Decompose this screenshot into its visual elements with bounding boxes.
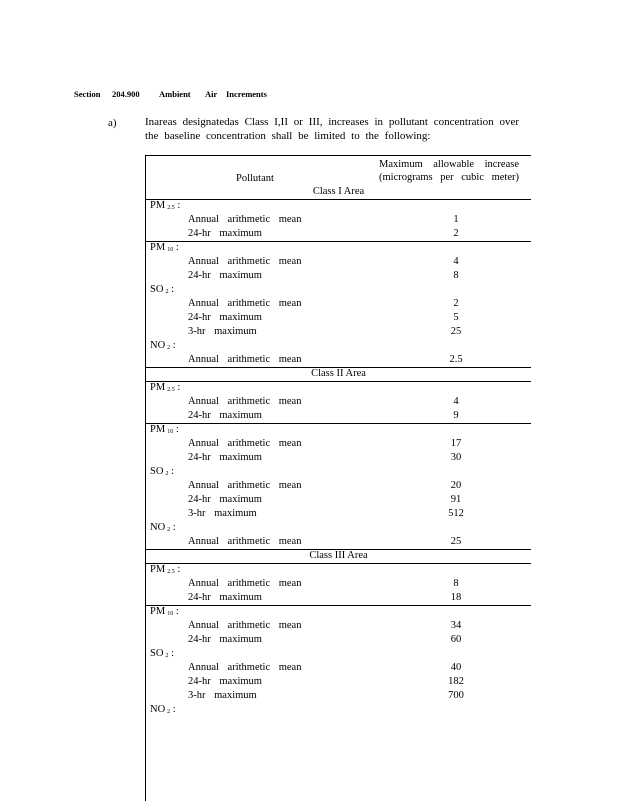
averaging-period: 24-hr maximum [188, 494, 262, 505]
pollutant-name [150, 340, 176, 351]
class-title: Class II Area [311, 368, 366, 379]
pollutant-name [150, 522, 176, 533]
header-pollutant: Pollutant [236, 173, 274, 184]
averaging-period: 24-hr maximum [188, 592, 262, 603]
pollutant-name [150, 564, 180, 575]
increment-value: 8 [453, 578, 459, 589]
heading-word-air: Air [205, 89, 218, 99]
heading-section: Section [74, 89, 101, 99]
pollutant-subscript: 2.5 [167, 205, 175, 211]
pollutant-suffix: : [173, 606, 179, 617]
pollutant-subscript: 2 [165, 471, 169, 477]
increment-value: 5 [453, 312, 459, 323]
pollutant-name [150, 704, 176, 715]
pollutant-suffix: : [168, 648, 174, 659]
row-separator [146, 381, 531, 382]
pollutant-suffix: : [173, 242, 179, 253]
increment-value: 2 [453, 228, 459, 239]
increment-value: 20 [450, 480, 462, 491]
averaging-period: 3-hr maximum [188, 690, 257, 701]
class-title: Class I Area [312, 186, 365, 197]
increment-value: 2 [453, 298, 459, 309]
increment-value: 4 [453, 256, 459, 267]
increment-value: 8 [453, 270, 459, 281]
averaging-period: Annual arithmetic mean [188, 480, 302, 491]
pollutant-suffix: : [174, 564, 181, 575]
averaging-period: 24-hr maximum [188, 676, 262, 687]
increment-value: 700 [448, 690, 464, 701]
header-max-line1: Maximum allowable increase [379, 159, 519, 170]
class-title: Class III Area [309, 550, 368, 561]
pollutant-symbol: NO [150, 340, 166, 351]
averaging-period: 24-hr maximum [188, 452, 262, 463]
averaging-period: Annual arithmetic mean [188, 578, 302, 589]
pollutant-subscript: 2.5 [167, 569, 175, 575]
increment-value: 25 [450, 326, 462, 337]
header-max-line2: (micrograms per cubic meter) [379, 172, 519, 183]
averaging-period: Annual arithmetic mean [188, 536, 302, 547]
pollutant-symbol: SO [150, 648, 164, 659]
pollutant-subscript: 2 [167, 709, 171, 715]
increment-value: 25 [450, 536, 462, 547]
increments-table [145, 155, 531, 801]
pollutant-subscript: 2 [165, 653, 169, 659]
pollutant-symbol: SO [150, 466, 164, 477]
increment-value: 182 [448, 676, 464, 687]
pollutant-name [150, 424, 179, 435]
pollutant-symbol: PM [150, 382, 166, 393]
pollutant-symbol: PM [150, 200, 166, 211]
pollutant-subscript: 10 [167, 429, 174, 435]
averaging-period: Annual arithmetic mean [188, 354, 302, 365]
heading-number: 204.900 [112, 89, 140, 99]
pollutant-name [150, 284, 174, 295]
averaging-period: Annual arithmetic mean [188, 620, 302, 631]
averaging-period: Annual arithmetic mean [188, 662, 302, 673]
pollutant-symbol: PM [150, 242, 166, 253]
increment-value: 40 [450, 662, 462, 673]
increment-value: 60 [450, 634, 462, 645]
pollutant-name [150, 382, 180, 393]
row-separator [146, 241, 531, 242]
pollutant-suffix: : [173, 424, 179, 435]
pollutant-subscript: 2.5 [167, 387, 175, 393]
increment-value: 2.5 [449, 354, 463, 365]
pollutant-suffix: : [170, 340, 176, 351]
increment-value: 91 [450, 494, 462, 505]
increment-value: 17 [450, 438, 462, 449]
pollutant-symbol: PM [150, 564, 166, 575]
averaging-period: Annual arithmetic mean [188, 214, 302, 225]
pollutant-name [150, 606, 179, 617]
header-max-allowable [379, 158, 519, 184]
row-separator [146, 423, 531, 424]
pollutant-suffix: : [174, 200, 181, 211]
pollutant-name [150, 648, 174, 659]
averaging-period: 3-hr maximum [188, 326, 257, 337]
pollutant-name [150, 242, 179, 253]
pollutant-suffix: : [168, 284, 174, 295]
item-label: a) [108, 117, 117, 129]
pollutant-suffix: : [168, 466, 174, 477]
averaging-period: 24-hr maximum [188, 312, 262, 323]
averaging-period: Annual arithmetic mean [188, 298, 302, 309]
pollutant-name [150, 200, 180, 211]
pollutant-symbol: NO [150, 522, 166, 533]
pollutant-symbol: NO [150, 704, 166, 715]
row-separator [146, 605, 531, 606]
averaging-period: 3-hr maximum [188, 508, 257, 519]
pollutant-subscript: 10 [167, 247, 174, 253]
averaging-period: 24-hr maximum [188, 410, 262, 421]
averaging-period: 24-hr maximum [188, 228, 262, 239]
heading-word-ambient: Ambient [159, 89, 191, 99]
row-separator [146, 199, 531, 200]
increment-value: 9 [453, 410, 459, 421]
averaging-period: 24-hr maximum [188, 270, 262, 281]
pollutant-symbol: PM [150, 424, 166, 435]
row-separator [146, 563, 531, 564]
pollutant-symbol: PM [150, 606, 166, 617]
increment-value: 34 [450, 620, 462, 631]
pollutant-suffix: : [174, 382, 181, 393]
pollutant-subscript: 10 [167, 611, 174, 617]
averaging-period: Annual arithmetic mean [188, 396, 302, 407]
pollutant-subscript: 2 [167, 345, 171, 351]
increment-value: 30 [450, 452, 462, 463]
heading-word-increments: Increments [226, 89, 267, 99]
averaging-period: Annual arithmetic mean [188, 256, 302, 267]
increment-value: 18 [450, 592, 462, 603]
pollutant-subscript: 2 [165, 289, 169, 295]
increment-value: 1 [453, 214, 459, 225]
increment-value: 512 [448, 508, 464, 519]
pollutant-suffix: : [170, 522, 176, 533]
pollutant-name [150, 466, 174, 477]
averaging-period: 24-hr maximum [188, 634, 262, 645]
item-paragraph: Inareas designatedas Class I,II or III, increases in pollutant concentration over the baseline concentration shall be limited to the following: [145, 116, 519, 142]
averaging-period: Annual arithmetic mean [188, 438, 302, 449]
pollutant-suffix: : [170, 704, 176, 715]
pollutant-subscript: 2 [167, 527, 171, 533]
increment-value: 4 [453, 396, 459, 407]
pollutant-symbol: SO [150, 284, 164, 295]
